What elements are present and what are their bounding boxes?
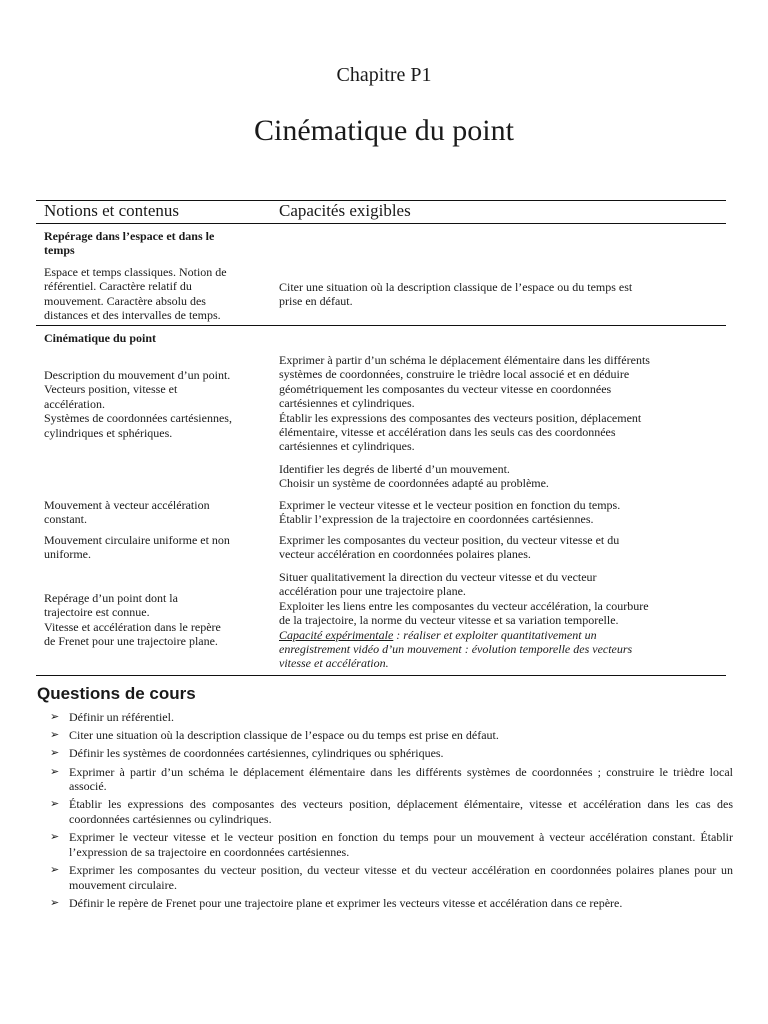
capacites-cell: Situer qualitativement la direction du vecteur vitesse et du vecteur accélération pour une trajectoire plane. Exploiter les liens entre les composantes du vecteur accélération, la courbure de la trajectoire, la norme du vecteur vitesse et sa variation temporelle. Capacité expérimentale : réaliser et exploiter quantitativement un enregistrement vidéo d’un mouvement : évolution temporelle des vecteurs vitesse et accélération. xyxy=(279,570,717,671)
arrow-bullet-icon: ➢ xyxy=(50,764,60,778)
capacites-cell: Exprimer à partir d’un schéma le déplacement élémentaire dans les différents systèmes de coordonnées, construire le trièdre local associé et en déduire géométriquement les composantes du vecteur vitesse en coordonnées cartésiennes et cylindriques. Établir les expressions des composantes des vecteurs position, déplacement élémentaire, vitesse et accélération dans les seuls cas des coordonnées cartésiennes et cylindriques. xyxy=(279,353,650,454)
list-item: ➢ Citer une situation où la description classique de l’espace ou du temps est prise en défaut. xyxy=(50,728,499,743)
questions-heading: Questions de cours xyxy=(37,684,196,703)
list-item: ➢ Établir les expressions des composantes des vecteurs position, déplacement élémentaire, vitesse et accélération dans les cas des coordonnées cartésiennes ou cylindriques. xyxy=(50,797,733,826)
program-table xyxy=(36,200,726,676)
page-title: Cinématique du point xyxy=(254,114,514,147)
section-title: Cinématique du point xyxy=(44,331,157,345)
capacites-cell: Citer une situation où la description classique de l’espace ou du temps est prise en défaut. xyxy=(279,280,633,309)
arrow-bullet-icon: ➢ xyxy=(50,862,60,876)
notions-cell: Espace et temps classiques. Notion de référentiel. Caractère relatif du mouvement. Caractère absolu des distances et des intervalles de temps. xyxy=(44,265,227,323)
questions-list xyxy=(50,710,733,914)
notions-cell: Description du mouvement d’un point. Vecteurs position, vitesse et accélération. Systèmes de coordonnées cartésiennes, cylindriques et sphériques. xyxy=(44,368,232,440)
list-item: ➢ Exprimer les composantes du vecteur position, du vecteur vitesse et du vecteur accélération en coordonnées polaires planes pour un mouvement circulaire. xyxy=(50,862,733,892)
experimental-capacity: Capacité expérimentale : réaliser et exploiter quantitativement un xyxy=(279,627,597,642)
arrow-bullet-icon: ➢ xyxy=(50,710,60,723)
capacites-cell: Identifier les degrés de liberté d’un mouvement. Choisir un système de coordonnées adapté au problème. xyxy=(279,462,549,491)
list-item: ➢ Définir le repère de Frenet pour une trajectoire plane et exprimer les vecteurs vitesse et accélération dans ce repère. xyxy=(50,895,623,910)
chapter-label: Chapitre P1 xyxy=(336,64,432,86)
list-item: ➢ Exprimer à partir d’un schéma le déplacement élémentaire dans les différents systèmes de coordonnées ; construire le trièdre local associé. xyxy=(50,764,733,794)
arrow-bullet-icon: ➢ xyxy=(50,746,60,760)
capacites-cell: Exprimer les composantes du vecteur position, du vecteur vitesse et du vecteur accélération en coordonnées polaires planes. xyxy=(279,533,620,562)
arrow-bullet-icon: ➢ xyxy=(50,728,60,742)
capacites-cell: Exprimer le vecteur vitesse et le vecteur position en fonction du temps. Établir l’expression de la trajectoire en coordonnées cartésiennes. xyxy=(279,498,621,527)
col-notions-header: Notions et contenus xyxy=(44,201,180,220)
table-header xyxy=(36,201,726,224)
notions-cell: Mouvement à vecteur accélération constant. xyxy=(44,498,210,527)
section-reperage xyxy=(36,224,726,326)
arrow-bullet-icon: ➢ xyxy=(50,895,60,909)
notions-cell: Repérage d’un point dont la trajectoire est connue. Vitesse et accélération dans le repère de Frenet pour une trajectoire plane. xyxy=(44,591,221,649)
list-item: ➢ Exprimer le vecteur vitesse et le vecteur position en fonction du temps pour un mouvement à vecteur accélération constant. Établir l’expression de sa trajectoire en coordonnées cartésiennes. xyxy=(50,830,733,859)
notions-cell: Mouvement circulaire uniforme et non uniforme. xyxy=(44,533,230,562)
col-capacites-header: Capacités exigibles xyxy=(279,201,411,220)
list-item: ➢ Définir un référentiel. xyxy=(50,710,174,724)
arrow-bullet-icon: ➢ xyxy=(50,830,60,844)
section-title: Repérage dans l’espace et dans le temps xyxy=(44,229,215,258)
section-cinematique xyxy=(36,326,726,675)
list-item: ➢ Définir les systèmes de coordonnées cartésiennes, cylindriques ou sphériques. xyxy=(50,746,444,761)
arrow-bullet-icon: ➢ xyxy=(50,797,60,811)
